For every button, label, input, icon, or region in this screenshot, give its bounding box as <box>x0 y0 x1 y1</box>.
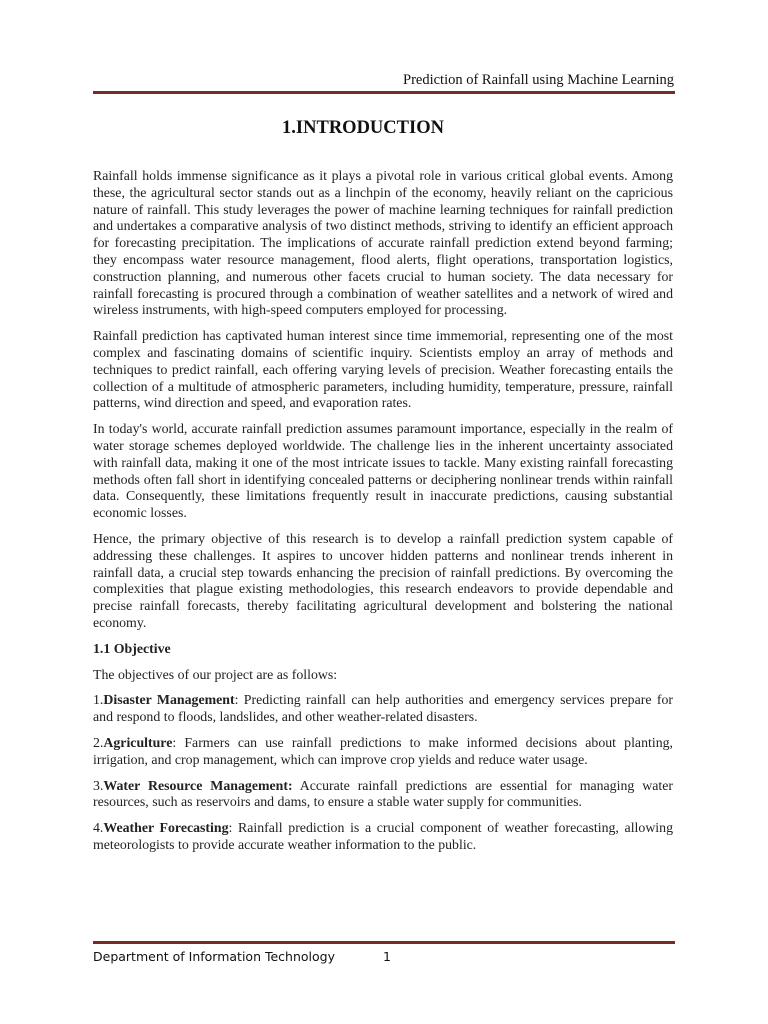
item-number: 2. <box>93 734 104 750</box>
header-rule <box>93 91 675 94</box>
section-title: 1.INTRODUCTION <box>282 118 444 138</box>
objective-item <box>93 692 673 726</box>
objective-item <box>93 735 673 769</box>
paragraph: Hence, the primary objective of this research is to develop a rainfall prediction system capable of addressing these challenges. It aspires to uncover hidden patterns and nonlinear trends inherent in rainfall data, a crucial step towards enhancing the precision of rainfall predictions. By overcoming the complexities that plague existing methodologies, this research endeavors to provide dependable and precise rainfall forecasts, thereby facilitating agricultural development and bolstering the national economy. <box>93 530 673 630</box>
objective-intro: The objectives of our project are as follows: <box>93 666 338 682</box>
objective-item <box>93 820 673 854</box>
subsection-heading: 1.1 Objective <box>93 640 171 656</box>
page-number: 1 <box>383 949 391 964</box>
footer-department: Department of Information Technology <box>93 949 335 964</box>
item-term: Agriculture <box>103 734 173 750</box>
paragraph: In today's world, accurate rainfall prediction assumes paramount importance, especially in the realm of water storage schemes deployed worldwide. The challenge lies in the inherent uncertainty associated with rainfall data, making it one of the most intricate issues to tackle. Many existing rainfall forecasting methods often fall short in identifying concealed patterns or deciphering nonlinear trends within rainfall data. Consequently, these limitations frequently result in inaccurate predictions, causing substantial economic losses. <box>93 421 673 521</box>
item-text: Accurate rainfall predictions are essential for managing water resources, such as reservoirs and dams, to ensure a stable water supply for communities. <box>93 777 673 810</box>
objective-item <box>93 778 673 812</box>
item-term: Disaster Management <box>103 692 235 708</box>
paragraph: Rainfall holds immense significance as it plays a pivotal role in various critical global events. Among these, the agricultural sector stands out as a linchpin of the economy, heavily reliant on the capricious nature of rainfall. This study leverages the power of machine learning techniques for rainfall prediction and undertakes a comparative analysis of two distinct methods, striving to identify an efficient approach for forecasting precipitation. The implications of accurate rainfall prediction extend beyond farming; they encompass water resource management, flood alerts, flight operations, transportation logistics, construction planning, and numerous other facets crucial to human society. The data necessary for rainfall forecasting is procured through a combination of weather satellites and a network of wired and wireless instruments, with high-speed computers employed for processing. <box>93 168 673 318</box>
item-number: 4. <box>93 820 104 836</box>
item-text: Farmers can use rainfall predictions to make informed decisions about planting, irrigation, and crop management, which can improve crop yields and reduce water usage. <box>93 734 673 767</box>
item-sep: : <box>234 692 239 708</box>
item-text: Rainfall prediction is a crucial component of weather forecasting, allowing meteorologists to provide accurate weather information to the public. <box>93 820 674 852</box>
body-text <box>93 168 673 863</box>
paragraph: Rainfall prediction has captivated human interest since time immemorial, representing one of the most complex and fascinating domains of scientific inquiry. Scientists employ an array of methods and techniques to predict rainfall, each offering varying levels of precision. Weather forecasting entails the collection of a multitude of atmospheric parameters, including humidity, temperature, pressure, rainfall patterns, wind direction and speed, and evaporation rates. <box>93 328 673 411</box>
item-term: Weather Forecasting <box>103 820 229 836</box>
running-header: Prediction of Rainfall using Machine Learning <box>403 72 674 88</box>
item-sep: : <box>228 820 233 836</box>
item-number: 3. <box>93 777 104 793</box>
item-sep: : <box>172 734 177 750</box>
item-term: Water Resource Management: <box>103 777 293 793</box>
footer-rule <box>93 941 675 944</box>
item-number: 1. <box>93 692 104 708</box>
item-text: Predicting rainfall can help authorities and emergency services prepare for and respond to floods, landslides, and other weather-related disasters. <box>93 692 673 725</box>
